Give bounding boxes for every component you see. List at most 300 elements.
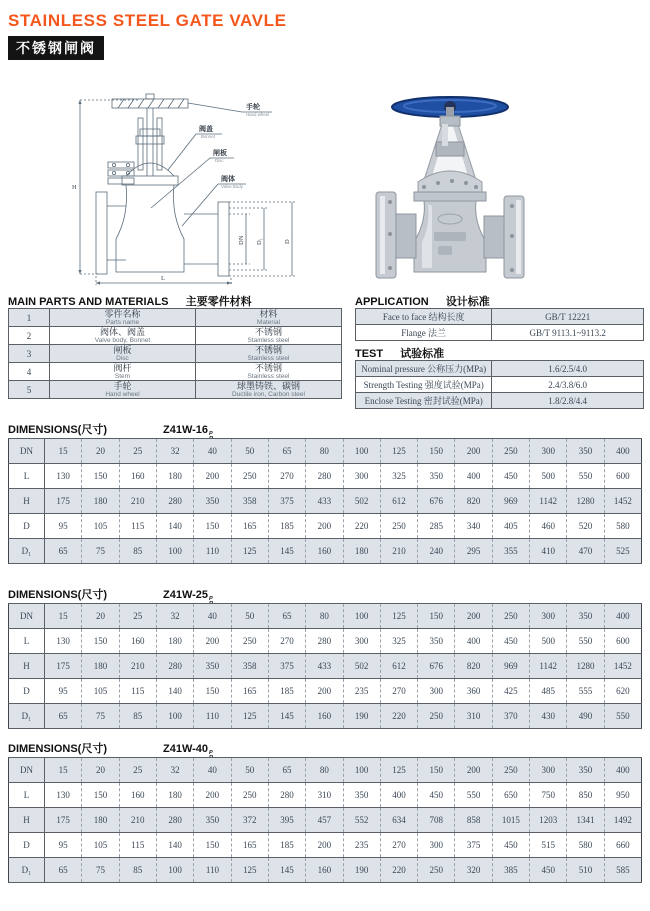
dimensions-row	[9, 808, 642, 833]
dimensions-value-cell: 350	[567, 758, 604, 783]
dimensions-value-cell: 250	[492, 604, 529, 629]
valve-line-drawing	[50, 84, 318, 292]
dimensions-value-cell: 25	[119, 758, 156, 783]
dimensions-value-cell: 358	[231, 489, 268, 514]
dimensions-value-cell: 140	[156, 514, 193, 539]
dimensions-value-cell: 350	[567, 604, 604, 629]
dimensions-value-cell: 145	[268, 539, 305, 564]
dimensions-value-cell: 210	[119, 489, 156, 514]
dimensions-value-cell: 250	[231, 783, 268, 808]
dimensions-row-label: D	[9, 833, 45, 858]
dimensions-value-cell: 20	[82, 439, 119, 464]
dimensions-value-cell: 280	[268, 783, 305, 808]
dimensions-value-cell: 65	[45, 539, 82, 564]
dimensions-value-cell: 525	[604, 539, 641, 564]
dimensions-value-cell: 25	[119, 439, 156, 464]
dimensions-value-cell: 180	[82, 489, 119, 514]
dimensions-row-label: L	[9, 629, 45, 654]
dimensions-row-label: D₁	[9, 858, 45, 883]
dimensions-value-cell: 660	[604, 833, 641, 858]
parts-name-cell: 零件名称 Parts name	[50, 309, 196, 327]
dimensions-value-cell: 295	[455, 539, 492, 564]
callout-body-en: Valve Body	[221, 184, 243, 189]
dimensions-value-cell: 175	[45, 808, 82, 833]
dimensions-value-cell: 320	[455, 858, 492, 883]
dimensions-value-cell: 150	[82, 629, 119, 654]
dimensions-value-cell: 75	[82, 704, 119, 729]
application-heading	[355, 293, 490, 309]
parts-name-cell: 闸板 Disc	[50, 345, 196, 363]
dimensions-value-cell: 160	[119, 783, 156, 808]
dimensions-row-label: D₁	[9, 539, 45, 564]
dimensions-row	[9, 679, 642, 704]
dimensions-value-cell: 708	[418, 808, 455, 833]
dimensions-value-cell: 110	[194, 539, 231, 564]
callout-bonnet-en: Bonnet	[201, 134, 215, 139]
application-row	[356, 309, 644, 325]
dimensions-value-cell: 400	[455, 464, 492, 489]
dimensions-value-cell: 100	[156, 704, 193, 729]
dimensions-value-cell: 375	[455, 833, 492, 858]
dimensions-value-cell: 457	[306, 808, 343, 833]
dimensions-value-cell: 180	[82, 808, 119, 833]
callout-handwheel-en: Hand wheel	[246, 112, 270, 117]
dimensions-value-cell: 450	[492, 629, 529, 654]
dimensions-row	[9, 833, 642, 858]
dimensions-table	[8, 438, 642, 564]
dimensions-value-cell: 280	[306, 464, 343, 489]
dimensions-value-cell: 100	[343, 439, 380, 464]
dimensions-row-label: DN	[9, 604, 45, 629]
dimensions-value-cell: 125	[380, 604, 417, 629]
dimensions-row-label: D₁	[9, 704, 45, 729]
dimensions-value-cell: 32	[156, 604, 193, 629]
dimensions-value-cell: 65	[45, 704, 82, 729]
dimensions-value-cell: 25	[119, 604, 156, 629]
page-subtitle-cn: 不锈钢闸阀	[8, 36, 104, 60]
application-table	[355, 308, 644, 341]
dimensions-value-cell: 310	[455, 704, 492, 729]
dimensions-value-cell: 612	[380, 489, 417, 514]
dimensions-row	[9, 539, 642, 564]
dimensions-value-cell: 400	[604, 439, 641, 464]
dimensions-value-cell: 270	[380, 679, 417, 704]
test-label: Enclose Testing 密封试验(MPa)	[356, 393, 492, 409]
parts-row-number: 4	[9, 363, 50, 381]
dimensions-value-cell: 200	[455, 758, 492, 783]
dimensions-value-cell: 185	[268, 679, 305, 704]
dimensions-value-cell: 40	[194, 604, 231, 629]
dimensions-value-cell: 115	[119, 514, 156, 539]
parts-table	[8, 308, 342, 399]
dimensions-value-cell: 375	[268, 489, 305, 514]
dimensions-value-cell: 1492	[604, 808, 641, 833]
application-heading-en: APPLICATION	[355, 296, 429, 308]
dimensions-row	[9, 514, 642, 539]
dimensions-value-cell: 85	[119, 539, 156, 564]
dimensions-value-cell: 150	[418, 758, 455, 783]
dimensions-row-label: DN	[9, 758, 45, 783]
dimensions-value-cell: 634	[380, 808, 417, 833]
dimensions-value-cell: 250	[231, 464, 268, 489]
dimensions-value-cell: 150	[194, 514, 231, 539]
dimensions-value-cell: 280	[156, 808, 193, 833]
dimensions-value-cell: 270	[380, 833, 417, 858]
test-value: 2.4/3.8/6.0	[492, 377, 644, 393]
dimensions-value-cell: 433	[306, 654, 343, 679]
dimensions-value-cell: 160	[306, 704, 343, 729]
dimensions-value-cell: 676	[418, 654, 455, 679]
dimensions-value-cell: 115	[119, 679, 156, 704]
dimensions-value-cell: 210	[119, 654, 156, 679]
dimensions-value-cell: 340	[455, 514, 492, 539]
dimensions-value-cell: 1142	[530, 654, 567, 679]
dimensions-model: Z41W-40 P	[163, 743, 213, 755]
dimensions-value-cell: 250	[380, 514, 417, 539]
dimensions-value-cell: 200	[194, 464, 231, 489]
dimensions-value-cell: 358	[231, 654, 268, 679]
dimensions-row	[9, 489, 642, 514]
dimensions-value-cell: 580	[604, 514, 641, 539]
dimensions-value-cell: 1452	[604, 654, 641, 679]
dimensions-value-cell: 150	[194, 679, 231, 704]
dimensions-value-cell: 250	[418, 704, 455, 729]
dimensions-value-cell: 520	[567, 514, 604, 539]
dimensions-row-label: D	[9, 514, 45, 539]
dimensions-value-cell: 1341	[567, 808, 604, 833]
dimensions-value-cell: 185	[268, 833, 305, 858]
valve-line-drawing-svg	[50, 84, 318, 292]
dimensions-value-cell: 125	[380, 439, 417, 464]
dimensions-value-cell: 550	[455, 783, 492, 808]
dimensions-value-cell: 550	[604, 704, 641, 729]
dimensions-value-cell: 235	[343, 679, 380, 704]
dimensions-value-cell: 355	[492, 539, 529, 564]
dimensions-value-cell: 969	[492, 489, 529, 514]
dimensions-row	[9, 629, 642, 654]
dimensions-value-cell: 165	[231, 833, 268, 858]
dimensions-value-cell: 500	[530, 629, 567, 654]
dimensions-value-cell: 140	[156, 679, 193, 704]
parts-name-cell: 阀体、阀盖 Valve body, Bonnet	[50, 327, 196, 345]
dimensions-heading-label: DIMENSIONS(尺寸)	[8, 424, 107, 436]
dimensions-value-cell: 235	[343, 833, 380, 858]
dimensions-value-cell: 250	[492, 758, 529, 783]
parts-row	[9, 363, 342, 381]
parts-row-number: 5	[9, 381, 50, 399]
dimensions-row	[9, 604, 642, 629]
dimensions-value-cell: 1452	[604, 489, 641, 514]
parts-material-cell: 不锈钢 Stainless steel	[196, 327, 342, 345]
dimensions-row	[9, 464, 642, 489]
dimensions-value-cell: 820	[455, 489, 492, 514]
dimensions-value-cell: 400	[604, 604, 641, 629]
dimensions-value-cell: 502	[343, 654, 380, 679]
dimensions-value-cell: 300	[418, 833, 455, 858]
dimensions-value-cell: 240	[418, 539, 455, 564]
dimensions-value-cell: 650	[492, 783, 529, 808]
callout-body-cn: 阀体	[221, 176, 235, 183]
dimensions-value-cell: 969	[492, 654, 529, 679]
dimensions-row-label: L	[9, 783, 45, 808]
dimensions-value-cell: 350	[194, 808, 231, 833]
dimensions-value-cell: 350	[343, 783, 380, 808]
dim-label-h: H	[72, 184, 77, 191]
dimensions-value-cell: 310	[306, 783, 343, 808]
dimensions-model: Z41W-25 P	[163, 589, 213, 601]
dimensions-value-cell: 220	[343, 514, 380, 539]
dimensions-value-cell: 65	[268, 758, 305, 783]
parts-heading-cn: 主要零件材料	[185, 296, 252, 308]
callout-disc-en: Disc	[215, 158, 224, 163]
dimensions-heading-label: DIMENSIONS(尺寸)	[8, 743, 107, 755]
dimensions-value-cell: 300	[530, 758, 567, 783]
dimensions-value-cell: 450	[418, 783, 455, 808]
dimensions-value-cell: 15	[45, 758, 82, 783]
dimensions-value-cell: 250	[418, 858, 455, 883]
dimensions-value-cell: 200	[194, 629, 231, 654]
dimensions-value-cell: 270	[268, 629, 305, 654]
dimensions-row	[9, 704, 642, 729]
dimensions-value-cell: 32	[156, 758, 193, 783]
dimensions-value-cell: 300	[343, 464, 380, 489]
callout-handwheel-cn: 手轮	[246, 104, 260, 111]
dimensions-value-cell: 400	[380, 783, 417, 808]
dimensions-value-cell: 580	[567, 833, 604, 858]
test-heading-en: TEST	[355, 348, 384, 360]
dim-label-d: D	[284, 239, 291, 244]
dimensions-table	[8, 757, 642, 883]
dimensions-value-cell: 210	[119, 808, 156, 833]
dimensions-value-cell: 50	[231, 439, 268, 464]
dimensions-value-cell: 555	[567, 679, 604, 704]
dimensions-value-cell: 200	[455, 604, 492, 629]
test-heading-cn: 试验标准	[400, 348, 445, 360]
dimensions-value-cell: 410	[530, 539, 567, 564]
dimensions-value-cell: 270	[268, 464, 305, 489]
dimensions-value-cell: 125	[231, 539, 268, 564]
dimensions-value-cell: 80	[306, 604, 343, 629]
test-heading	[355, 345, 444, 361]
dimensions-model: Z41W-16 P	[163, 424, 213, 436]
dimensions-value-cell: 95	[45, 679, 82, 704]
dimensions-value-cell: 190	[343, 704, 380, 729]
dimensions-value-cell: 552	[343, 808, 380, 833]
dimensions-value-cell: 395	[268, 808, 305, 833]
dimensions-value-cell: 200	[306, 833, 343, 858]
dimensions-value-cell: 1142	[530, 489, 567, 514]
dimensions-value-cell: 160	[306, 858, 343, 883]
dimensions-value-cell: 425	[492, 679, 529, 704]
dimensions-value-cell: 110	[194, 858, 231, 883]
dimensions-value-cell: 180	[82, 654, 119, 679]
parts-row	[9, 381, 342, 399]
dimensions-table	[8, 603, 642, 729]
test-label: Strength Testing 强度试验(MPa)	[356, 377, 492, 393]
parts-material-cell: 材料 Material	[196, 309, 342, 327]
dimensions-value-cell: 20	[82, 758, 119, 783]
dimensions-value-cell: 280	[156, 654, 193, 679]
dimensions-value-cell: 80	[306, 758, 343, 783]
application-label: Flange 法兰	[356, 325, 492, 341]
dimensions-value-cell: 220	[380, 858, 417, 883]
dimensions-value-cell: 510	[567, 858, 604, 883]
test-row	[356, 393, 644, 409]
callout-bonnet-cn: 阀盖	[199, 126, 213, 133]
dimensions-value-cell: 285	[418, 514, 455, 539]
dimensions-value-cell: 405	[492, 514, 529, 539]
dimensions-value-cell: 85	[119, 704, 156, 729]
dimensions-value-cell: 95	[45, 514, 82, 539]
test-table	[355, 360, 644, 409]
dimensions-value-cell: 200	[306, 679, 343, 704]
dim-label-dn: DN	[238, 235, 245, 245]
dimensions-value-cell: 105	[82, 514, 119, 539]
dimensions-row-label: H	[9, 808, 45, 833]
dimensions-value-cell: 250	[492, 439, 529, 464]
dimensions-value-cell: 160	[119, 464, 156, 489]
parts-row-number: 1	[9, 309, 50, 327]
dimensions-value-cell: 100	[343, 758, 380, 783]
dimensions-value-cell: 150	[82, 464, 119, 489]
dimensions-value-cell: 470	[567, 539, 604, 564]
dim-label-l: L	[161, 275, 165, 282]
dimensions-value-cell: 175	[45, 489, 82, 514]
dimensions-value-cell: 430	[530, 704, 567, 729]
dimensions-value-cell: 1015	[492, 808, 529, 833]
dimensions-value-cell: 490	[567, 704, 604, 729]
parts-row	[9, 327, 342, 345]
dimensions-value-cell: 130	[45, 629, 82, 654]
dimensions-value-cell: 15	[45, 439, 82, 464]
dimensions-value-cell: 85	[119, 858, 156, 883]
parts-name-cell: 阀杆 Stem	[50, 363, 196, 381]
dimensions-value-cell: 210	[380, 539, 417, 564]
dimensions-value-cell: 100	[156, 858, 193, 883]
dimensions-value-cell: 1280	[567, 654, 604, 679]
dimensions-value-cell: 250	[231, 629, 268, 654]
dimensions-value-cell: 1280	[567, 489, 604, 514]
dimensions-value-cell: 145	[268, 858, 305, 883]
dimensions-value-cell: 15	[45, 604, 82, 629]
parts-heading-en: MAIN PARTS AND MATERIALS	[8, 296, 169, 308]
parts-material-cell: 不锈钢 Stainless steel	[196, 345, 342, 363]
dimensions-value-cell: 350	[418, 464, 455, 489]
dimensions-value-cell: 65	[45, 858, 82, 883]
parts-row-number: 2	[9, 327, 50, 345]
parts-heading	[8, 293, 252, 309]
page-title: STAINLESS STEEL GATE VAVLE	[8, 11, 287, 30]
parts-row-number: 3	[9, 345, 50, 363]
dimensions-value-cell: 820	[455, 654, 492, 679]
dimensions-value-cell: 180	[156, 783, 193, 808]
test-row	[356, 361, 644, 377]
dimensions-row-label: H	[9, 654, 45, 679]
parts-name-cell: 手轮 Hand wheel	[50, 381, 196, 399]
dimensions-value-cell: 370	[492, 704, 529, 729]
dimensions-value-cell: 105	[82, 833, 119, 858]
dimensions-value-cell: 130	[45, 464, 82, 489]
dimensions-value-cell: 300	[418, 679, 455, 704]
dimensions-value-cell: 190	[343, 858, 380, 883]
dimensions-row	[9, 654, 642, 679]
dimensions-value-cell: 300	[530, 439, 567, 464]
dimensions-value-cell: 620	[604, 679, 641, 704]
dimensions-heading-label: DIMENSIONS(尺寸)	[8, 589, 107, 601]
dimensions-value-cell: 433	[306, 489, 343, 514]
dimensions-value-cell: 450	[492, 833, 529, 858]
dimensions-model-suffix: P	[209, 431, 213, 437]
dimensions-row	[9, 439, 642, 464]
dimensions-value-cell: 460	[530, 514, 567, 539]
dimensions-row-label: D	[9, 679, 45, 704]
dimensions-value-cell: 150	[194, 833, 231, 858]
dimensions-row	[9, 783, 642, 808]
dimensions-value-cell: 165	[231, 679, 268, 704]
dimensions-value-cell: 360	[455, 679, 492, 704]
application-value: GB/T 9113.1~9113.2	[492, 325, 644, 341]
dimensions-value-cell: 150	[418, 439, 455, 464]
dimensions-value-cell: 100	[156, 539, 193, 564]
dimensions-value-cell: 350	[567, 439, 604, 464]
dimensions-value-cell: 220	[380, 704, 417, 729]
dimensions-value-cell: 612	[380, 654, 417, 679]
dimensions-value-cell: 325	[380, 629, 417, 654]
application-heading-cn: 设计标准	[445, 296, 490, 308]
valve-photo-svg	[362, 84, 540, 286]
dimensions-value-cell: 850	[567, 783, 604, 808]
test-value: 1.8/2.8/4.4	[492, 393, 644, 409]
dimensions-model-suffix: P	[209, 750, 213, 756]
dimensions-value-cell: 485	[530, 679, 567, 704]
dimensions-value-cell: 40	[194, 439, 231, 464]
dimensions-value-cell: 750	[530, 783, 567, 808]
dimensions-value-cell: 280	[306, 629, 343, 654]
dimensions-row-label: H	[9, 489, 45, 514]
parts-material-cell: 球墨铸铁、碳钢 Ductile iron, Carbon steel	[196, 381, 342, 399]
dimensions-value-cell: 65	[268, 439, 305, 464]
dimensions-value-cell: 140	[156, 833, 193, 858]
dimensions-value-cell: 125	[380, 758, 417, 783]
dimensions-value-cell: 160	[119, 629, 156, 654]
valve-photo	[362, 84, 540, 286]
test-row	[356, 377, 644, 393]
dimensions-value-cell: 50	[231, 758, 268, 783]
dimensions-value-cell: 130	[45, 783, 82, 808]
parts-row	[9, 309, 342, 327]
dimensions-value-cell: 300	[343, 629, 380, 654]
dimensions-value-cell: 145	[268, 704, 305, 729]
dimensions-value-cell: 80	[306, 439, 343, 464]
test-value: 1.6/2.5/4.0	[492, 361, 644, 377]
dimensions-value-cell: 50	[231, 604, 268, 629]
dimensions-value-cell: 280	[156, 489, 193, 514]
dimensions-value-cell: 125	[231, 704, 268, 729]
dimensions-row	[9, 758, 642, 783]
dimensions-value-cell: 858	[455, 808, 492, 833]
dimensions-value-cell: 100	[343, 604, 380, 629]
dimensions-value-cell: 200	[306, 514, 343, 539]
dimensions-value-cell: 150	[82, 783, 119, 808]
application-row	[356, 325, 644, 341]
parts-row	[9, 345, 342, 363]
parts-material-cell: 不锈钢 Stainless steel	[196, 363, 342, 381]
dimensions-value-cell: 40	[194, 758, 231, 783]
dimensions-value-cell: 350	[194, 489, 231, 514]
dimensions-value-cell: 105	[82, 679, 119, 704]
dimensions-value-cell: 95	[45, 833, 82, 858]
dimensions-value-cell: 165	[231, 514, 268, 539]
